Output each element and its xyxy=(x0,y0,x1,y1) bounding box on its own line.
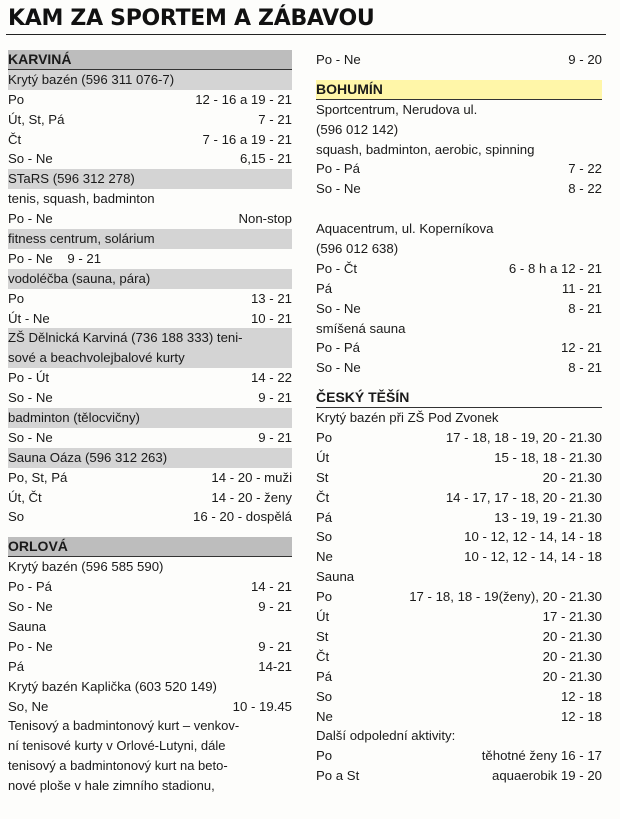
schedule-row xyxy=(316,338,602,358)
schedule-row xyxy=(316,488,602,508)
schedule-row xyxy=(316,607,602,627)
schedule-hours: 14 - 20 - muži xyxy=(211,469,292,485)
schedule-days: So - Ne xyxy=(8,429,53,445)
schedule-row xyxy=(316,667,602,687)
section-heading-orlova: ORLOVÁ xyxy=(8,537,292,557)
schedule-row xyxy=(8,428,292,448)
schedule-days: Po - Čt xyxy=(316,260,358,276)
schedule-hours: 13 - 19, 19 - 21.30 xyxy=(494,509,602,525)
schedule-row xyxy=(316,279,602,299)
venue-phone: (596 012 142) xyxy=(316,121,399,137)
schedule-hours: 8 - 22 xyxy=(568,181,602,197)
venue-description: tenis, squash, badminton xyxy=(8,191,155,207)
schedule-row xyxy=(8,90,292,110)
schedule-row xyxy=(316,587,602,607)
schedule-row xyxy=(316,448,602,468)
schedule-row xyxy=(316,687,602,707)
schedule-days: Po - Pá xyxy=(316,161,360,177)
schedule-row xyxy=(8,209,292,229)
schedule-days: Po xyxy=(316,748,333,764)
schedule-hours: 9 - 20 xyxy=(568,52,602,67)
schedule-hours: 7 - 21 xyxy=(258,111,292,127)
schedule-list xyxy=(8,468,292,528)
paragraph-line: nové ploše v hale zimního stadionu, xyxy=(8,778,215,794)
schedule-hours: 14 - 17, 17 - 18, 20 - 21.30 xyxy=(445,489,602,505)
schedule-days: So - Ne xyxy=(316,181,361,197)
schedule-days: Čt xyxy=(8,131,22,147)
venue-phone: (596 012 638) xyxy=(316,241,399,257)
schedule-hours: 12 - 18 xyxy=(560,708,602,724)
schedule-row xyxy=(316,508,602,528)
schedule-days: Po xyxy=(316,430,333,446)
venue-title: Krytý bazén (596 311 076-7) xyxy=(8,70,292,90)
section-heading-bohumin: BOHUMÍN xyxy=(316,80,602,100)
schedule-hours: Non-stop xyxy=(238,211,292,227)
schedule-hours: 8 - 21 xyxy=(568,300,602,316)
schedule-hours: 14 - 20 - ženy xyxy=(211,489,292,505)
schedule-row xyxy=(8,309,292,329)
schedule-days: Po - Ne xyxy=(8,638,53,654)
schedule-days: So - Ne xyxy=(316,360,361,376)
section-heading-karvina: KARVINÁ xyxy=(8,50,292,70)
venue-title: ZŠ Dělnická Karviná (736 188 333) teni- xyxy=(8,328,292,348)
venue-title: Sauna Oáza (596 312 263) xyxy=(8,448,292,468)
schedule-hours: 14-21 xyxy=(258,658,292,674)
schedule-row xyxy=(8,697,292,717)
schedule-days: St xyxy=(316,469,329,485)
schedule-days: Ne xyxy=(316,708,333,724)
schedule-list xyxy=(316,587,602,726)
schedule-days: Pá xyxy=(316,668,333,684)
venue-title: vodoléčba (sauna, pára) xyxy=(8,269,292,289)
schedule-list xyxy=(8,637,292,677)
paragraph-line: tenisový a badmintonový kurt na beto- xyxy=(8,758,228,774)
schedule-hours: 10 - 21 xyxy=(250,310,292,326)
schedule-days: So - Ne xyxy=(8,599,53,615)
schedule-days: Po - Ne xyxy=(316,52,361,67)
schedule-list xyxy=(316,159,602,199)
left-column xyxy=(8,50,292,796)
page-title: KAM ZA SPORTEM A ZÁBAVOU xyxy=(8,6,375,31)
schedule-row xyxy=(316,707,602,727)
venue-title: Krytý bazén Kaplička (603 520 149) xyxy=(8,678,217,694)
schedule-days: Čt xyxy=(316,648,330,664)
schedule-row xyxy=(316,547,602,567)
schedule-row xyxy=(8,507,292,527)
schedule-days: Po xyxy=(8,290,25,306)
right-column xyxy=(316,50,602,786)
schedule-hours: 20 - 21.30 xyxy=(542,628,602,644)
title-rule xyxy=(6,34,606,35)
schedule-row xyxy=(316,50,602,70)
schedule-days: Po - Pá xyxy=(316,340,360,356)
venue-title: badminton (tělocvičny) xyxy=(8,408,292,428)
schedule-list xyxy=(8,289,292,329)
schedule-row: Po - Ne 9 - 21 xyxy=(8,250,102,266)
schedule-hours: 13 - 21 xyxy=(250,290,292,306)
schedule-days: Út - Ne xyxy=(8,310,50,326)
schedule-hours: 14 - 21 xyxy=(250,579,292,595)
schedule-hours: 17 - 21.30 xyxy=(542,609,602,625)
schedule-hours: 12 - 18 xyxy=(560,688,602,704)
paragraph-line: ní tenisové kurty v Orlové-Lutyni, dále xyxy=(8,738,226,754)
schedule-hours: 12 - 21 xyxy=(560,340,602,356)
schedule-days: Út xyxy=(316,449,330,465)
schedule-days: Út, St, Pá xyxy=(8,111,65,127)
schedule-days: So - Ne xyxy=(8,151,53,167)
schedule-days: Po xyxy=(316,589,333,605)
schedule-row xyxy=(316,627,602,647)
schedule-hours: 20 - 21.30 xyxy=(542,668,602,684)
schedule-days: Po - Ne xyxy=(8,211,53,227)
venue-title: smíšená sauna xyxy=(316,320,406,336)
schedule-list xyxy=(316,338,602,378)
schedule-days: Pá xyxy=(316,280,333,296)
venue-title: Aquacentrum, ul. Koperníkova xyxy=(316,221,494,237)
schedule-list xyxy=(316,428,602,567)
info-paragraph xyxy=(8,716,292,796)
venue-title: fitness centrum, solárium xyxy=(8,229,292,249)
schedule-row xyxy=(8,388,292,408)
venue-title: Sportcentrum, Nerudova ul. xyxy=(316,101,478,117)
schedule-hours: 7 - 22 xyxy=(568,161,602,177)
schedule-hours: 9 - 21 xyxy=(258,638,292,654)
venue-title: Krytý bazén při ZŠ Pod Zvonek xyxy=(316,410,499,426)
schedule-days: Po - Pá xyxy=(8,579,52,595)
schedule-days: So - Ne xyxy=(316,300,361,316)
section-heading-tesin: ČESKÝ TĚŠÍN xyxy=(316,388,602,408)
schedule-hours: 8 - 21 xyxy=(568,360,602,376)
schedule-row xyxy=(316,766,602,786)
venue-title: Krytý bazén (596 585 590) xyxy=(8,559,164,575)
schedule-days: So - Ne xyxy=(8,390,53,406)
schedule-hours: 10 - 12, 12 - 14, 14 - 18 xyxy=(464,529,602,545)
schedule-row xyxy=(316,746,602,766)
schedule-list xyxy=(8,577,292,617)
schedule-row xyxy=(8,468,292,488)
schedule-hours: 6 - 8 h a 12 - 21 xyxy=(508,260,602,276)
schedule-hours: 10 - 12, 12 - 14, 14 - 18 xyxy=(464,549,602,565)
schedule-row xyxy=(316,259,602,279)
schedule-days: Pá xyxy=(8,658,25,674)
schedule-days: Út, Čt xyxy=(8,489,42,505)
schedule-days: So xyxy=(316,529,333,545)
schedule-days: Čt xyxy=(316,489,330,505)
schedule-hours: 14 - 22 xyxy=(250,370,292,386)
schedule-days: So xyxy=(316,688,333,704)
schedule-days: St xyxy=(316,628,329,644)
venue-title: Sauna xyxy=(8,618,47,634)
schedule-row xyxy=(8,577,292,597)
schedule-days: Po xyxy=(8,91,25,107)
schedule-days: So xyxy=(8,509,25,525)
paragraph-line: Tenisový a badmintonový kurt – venkov- xyxy=(8,718,240,734)
schedule-days: Út xyxy=(316,609,330,625)
venue-title: Další odpolední aktivity: xyxy=(316,728,456,744)
schedule-hours: 16 - 20 - dospělá xyxy=(193,509,292,525)
schedule-list xyxy=(8,368,292,408)
schedule-hours: 11 - 21 xyxy=(561,280,602,296)
schedule-hours: aquaerobik 19 - 20 xyxy=(492,768,602,784)
schedule-row xyxy=(316,179,602,199)
venue-title: STaRS (596 312 278) xyxy=(8,169,292,189)
schedule-days: Pá xyxy=(316,509,333,525)
schedule-row xyxy=(8,149,292,169)
schedule-row xyxy=(8,130,292,150)
schedule-hours: 20 - 21.30 xyxy=(542,648,602,664)
schedule-days: Po, St, Pá xyxy=(8,469,68,485)
schedule-row xyxy=(316,527,602,547)
schedule-row xyxy=(8,637,292,657)
schedule-row xyxy=(8,289,292,309)
schedule-days: Po a St xyxy=(316,768,360,784)
schedule-list xyxy=(8,90,292,170)
schedule-row xyxy=(8,368,292,388)
schedule-hours: 17 - 18, 18 - 19(ženy), 20 - 21.30 xyxy=(409,589,602,605)
schedule-row xyxy=(316,428,602,448)
schedule-row xyxy=(316,159,602,179)
venue-title-cont: sové a beachvolejbalové kurty xyxy=(8,348,292,368)
schedule-days: So, Ne xyxy=(8,698,49,714)
venue-description: squash, badminton, aerobic, spinning xyxy=(316,141,535,157)
schedule-hours: 17 - 18, 18 - 19, 20 - 21.30 xyxy=(445,430,602,446)
schedule-list xyxy=(316,746,602,786)
schedule-hours: 15 - 18, 18 - 21.30 xyxy=(494,449,602,465)
schedule-row xyxy=(316,299,602,319)
schedule-list xyxy=(316,259,602,319)
schedule-hours: 20 - 21.30 xyxy=(542,469,602,485)
schedule-row xyxy=(316,468,602,488)
venue-title: Sauna xyxy=(316,569,355,585)
schedule-row xyxy=(8,657,292,677)
schedule-hours: 9 - 21 xyxy=(258,429,292,445)
schedule-hours: 10 - 19.45 xyxy=(232,698,292,714)
schedule-row xyxy=(8,597,292,617)
schedule-hours: těhotné ženy 16 - 17 xyxy=(481,748,602,764)
schedule-hours: 12 - 16 a 19 - 21 xyxy=(195,91,292,107)
schedule-days: Ne xyxy=(316,549,333,565)
schedule-row xyxy=(316,358,602,378)
schedule-hours: 6,15 - 21 xyxy=(239,151,292,167)
schedule-row xyxy=(8,110,292,130)
schedule-row xyxy=(8,488,292,508)
schedule-hours: 7 - 16 a 19 - 21 xyxy=(202,131,292,147)
schedule-hours: 9 - 21 xyxy=(258,599,292,615)
schedule-days: Po - Út xyxy=(8,370,50,386)
schedule-row xyxy=(316,647,602,667)
schedule-hours: 9 - 21 xyxy=(258,390,292,406)
